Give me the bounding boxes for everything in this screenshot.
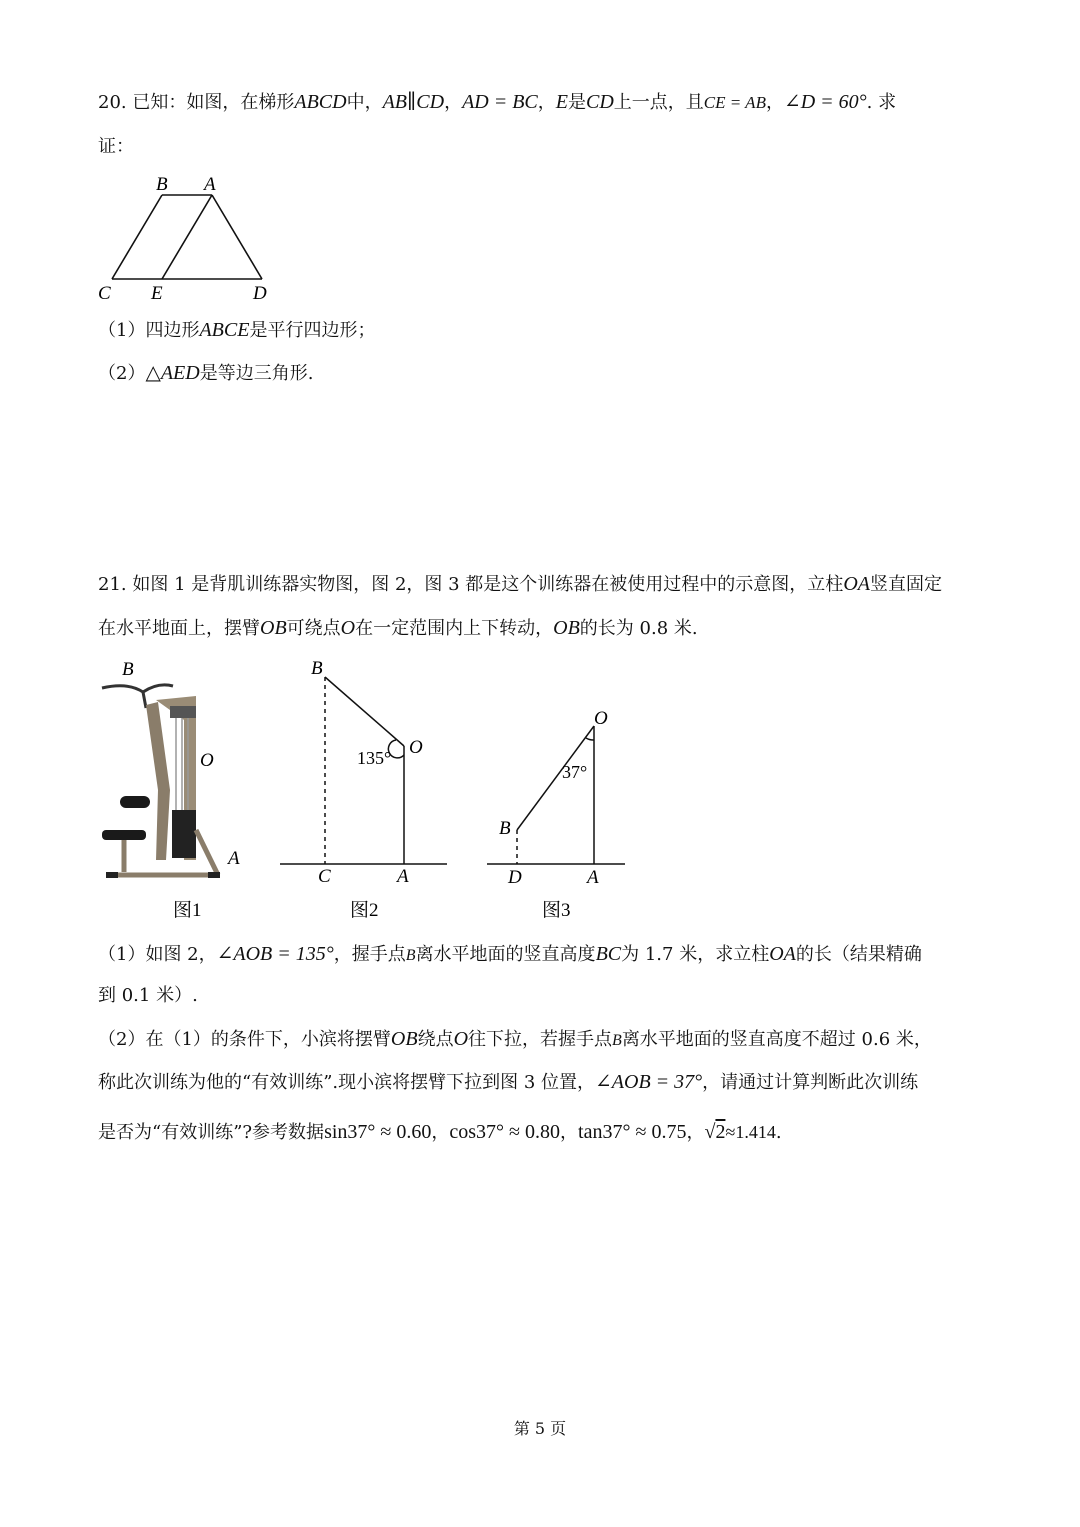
q20-text-c: 是 <box>568 92 586 113</box>
q20-math-cd: CD <box>586 91 614 113</box>
fig3-angle-arc <box>586 738 594 740</box>
segment-ae <box>162 195 212 279</box>
q20-text-d: 上一点，且 <box>613 92 704 113</box>
q21-p1-text-c: 离水平地面的竖直高度 <box>415 944 596 965</box>
fig3-label-b: B <box>499 818 511 839</box>
q21-p1-math-b: B <box>405 947 416 964</box>
q21-p2-math-b: B <box>612 1032 622 1049</box>
label-b: B <box>156 174 168 195</box>
q21-p1-text-e: 的长（结果精确 <box>795 944 922 965</box>
q21-part2-line2 <box>98 1070 918 1095</box>
q21-p2-text-e: 称此次训练为他的“有效训练”.现小滨将摆臂下拉到图 3 位置， <box>98 1072 596 1093</box>
q20-part1-math: ABCE <box>199 319 250 341</box>
q21-text-a: 21. 如图 1 是背肌训练器实物图，图 2，图 3 都是这个训练器在被使用过程中的示意图，立柱 <box>98 574 844 595</box>
q20-part2-post: 是等边三角形. <box>199 363 314 384</box>
fig1-caption: 图1 <box>173 900 202 921</box>
q21-math-ob2: OB <box>553 617 580 639</box>
q21-p1-text-b: ，握手点 <box>333 944 406 965</box>
fig1-label-a: A <box>228 848 240 869</box>
q21-math-ob: OB <box>260 617 287 639</box>
q20-part2-math: △AED <box>145 362 200 384</box>
q21-p2-text-g: 是否为“有效训练”?参考数据 <box>98 1122 325 1143</box>
q21-text-c: 在水平地面上，摆臂 <box>98 618 260 639</box>
q21-text-f: 的长为 0.8 米. <box>579 618 698 639</box>
q20-math-ad-bc: AD = BC <box>462 91 538 113</box>
q20-math-abcd: ABCD <box>294 91 347 113</box>
q20-trapezoid-figure <box>90 170 290 305</box>
q20-math-e: E <box>555 91 568 113</box>
q20-line2: 证： <box>98 136 134 157</box>
q21-ref-sin: sin37° ≈ 0.60 <box>324 1121 432 1143</box>
sqrt-icon: √ <box>704 1121 716 1143</box>
q20-number: 20. <box>98 92 127 113</box>
q21-part2-line1 <box>98 1027 932 1053</box>
q21-ref-cos: cos37° ≈ 0.80 <box>449 1121 561 1143</box>
q21-math-o: O <box>340 617 356 639</box>
q21-p2-text-b: 绕点 <box>417 1029 454 1050</box>
q20-line1 <box>98 90 896 115</box>
q21-text-b: 竖直固定 <box>869 574 942 595</box>
label-e: E <box>151 283 163 304</box>
q20-part1 <box>98 318 375 343</box>
q21-p2-text-c: 往下拉，若握手点 <box>468 1029 613 1050</box>
q20-text-b: 中， <box>346 92 383 113</box>
fig2-label-c: C <box>318 866 331 887</box>
q21-p2-text-f: ，请通过计算判断此次训练 <box>702 1072 919 1093</box>
q20-math-ce-ab: CE = AB <box>703 93 766 112</box>
q21-ref-sqrt-num: 2 <box>715 1121 726 1143</box>
fig1-label-o: O <box>200 750 214 771</box>
q20-comma: ， <box>444 92 463 113</box>
fig3-label-a: A <box>587 867 599 888</box>
q20-part1-pre: （1）四边形 <box>98 320 200 341</box>
q20-part2 <box>98 361 313 386</box>
fig2-diagram <box>275 650 455 925</box>
q20-part1-post: 是平行四边形； <box>249 320 376 341</box>
q20-text-a: 已知：如图，在梯形 <box>132 92 295 113</box>
fig3-angle-label: 37° <box>562 762 588 782</box>
q20-comma: ， <box>765 92 784 113</box>
fig3-label-d: D <box>508 867 522 888</box>
label-d: D <box>253 283 267 304</box>
q21-p2-angle: ∠AOB = 37° <box>595 1071 703 1093</box>
fig2-label-b: B <box>311 658 323 679</box>
q21-p1-text-d: 为 1.7 米，求立柱 <box>621 944 770 965</box>
label-c: C <box>98 283 111 304</box>
q21-ref-tan: tan37° ≈ 0.75 <box>578 1121 687 1143</box>
q21-p1-text-a: （1）如图 2， <box>98 944 217 965</box>
fig1-label-b: B <box>122 659 134 680</box>
q20-comma: ， <box>537 92 556 113</box>
fig2-segment-ob <box>325 677 404 746</box>
q21-part2-line3 <box>98 1120 782 1145</box>
segment-bc <box>112 195 162 279</box>
fig2-angle-label: 135° <box>357 748 392 768</box>
q20-math-parallel: AB∥CD <box>382 91 445 113</box>
fig3-caption: 图3 <box>542 900 571 921</box>
q21-text-e: 在一定范围内上下转动， <box>355 618 554 639</box>
q21-line1 <box>98 572 942 597</box>
q21-text-d: 可绕点 <box>286 618 341 639</box>
q21-p2-text-d: 离水平地面的竖直高度不超过 0.6 米， <box>621 1029 932 1050</box>
fig2-label-a: A <box>397 866 409 887</box>
q21-part1-line2: 到 0.1 米）. <box>98 985 198 1006</box>
fig2-caption: 图2 <box>350 900 379 921</box>
q20-text-e: . 求 <box>866 92 897 113</box>
label-a: A <box>204 174 216 195</box>
q21-p2-math-ob: OB <box>390 1028 418 1050</box>
segment-ad <box>212 195 262 279</box>
q21-math-oa: OA <box>843 573 870 595</box>
q20-math-angle-d: ∠D = 60° <box>783 91 867 113</box>
page-number: 第 5 页 <box>513 1419 567 1438</box>
q21-ref-sqrt-val: ≈1.414 <box>725 1122 776 1142</box>
fig3-diagram <box>480 650 640 925</box>
q21-comma: ， <box>686 1122 705 1143</box>
fig1-labels <box>98 650 258 925</box>
q20-part2-pre: （2） <box>98 363 146 384</box>
q21-end-period: . <box>775 1122 782 1143</box>
q21-p2-text-a: （2）在（1）的条件下，小滨将摆臂 <box>98 1029 391 1050</box>
q21-p1-math-oa: OA <box>769 943 796 965</box>
q21-line2 <box>98 616 698 641</box>
q21-p1-angle: ∠AOB = 135° <box>216 943 334 965</box>
q21-p1-math-bc: BC <box>595 943 622 965</box>
q21-comma: ， <box>431 1122 450 1143</box>
q21-comma: ， <box>560 1122 579 1143</box>
fig2-label-o: O <box>409 737 423 758</box>
fig3-label-o: O <box>594 708 608 729</box>
q21-p2-math-o: O <box>453 1028 469 1050</box>
q21-part1-line1 <box>98 942 922 968</box>
